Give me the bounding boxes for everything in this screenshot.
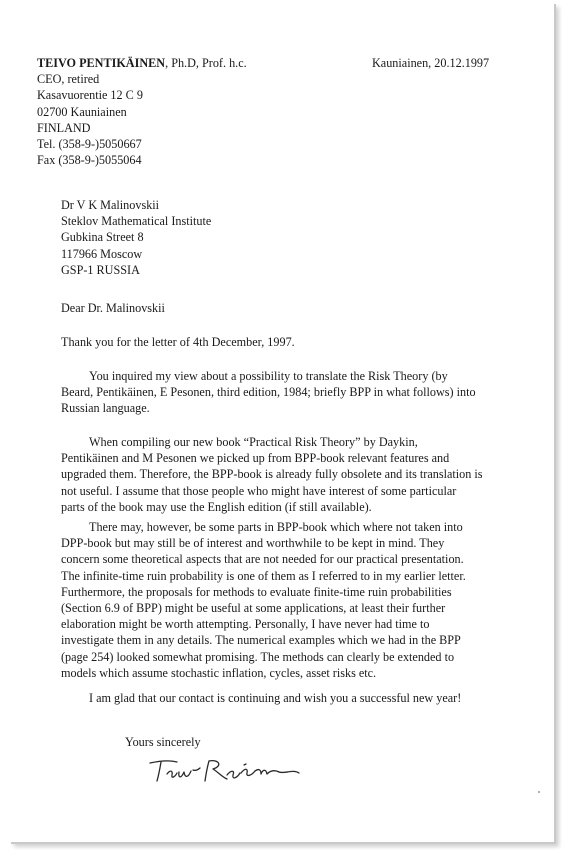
paragraph-line: Russian language.: [61, 401, 150, 416]
paper-speck: [538, 791, 540, 793]
sender-line: Tel. (358-9-)5050667: [37, 137, 142, 152]
recipient-line: Dr V K Malinovskii: [61, 198, 160, 212]
paragraph-line: not useful. I assume that those people who might have interest of some particular: [61, 483, 457, 498]
sender-heading: [37, 55, 247, 71]
paragraph-line: concern some theoretical aspects that are not needed for our practical presentation.: [61, 552, 464, 567]
closing: Yours sincerely: [125, 735, 201, 749]
paragraph-line: models which assume stochastic inflation, cycles, asset risks etc.: [61, 665, 377, 680]
paragraph-line: elaboration might be worth attempting. Personally, I have never had time to: [61, 617, 430, 632]
paragraph-thanks: [61, 334, 295, 350]
paragraph-line: There may, however, be some parts in BPP-book which where not taken into: [89, 520, 463, 534]
sender-line: 02700 Kauniainen: [37, 104, 127, 119]
recipient-line: Gubkina Street 8: [61, 230, 144, 245]
handwritten-signature: [147, 756, 307, 788]
recipient-block: [61, 197, 211, 278]
paragraph-closing-wish: [61, 690, 461, 706]
paragraph-inquiry: [61, 368, 476, 417]
place-date: Kauniainen, 20.12.1997: [372, 56, 490, 70]
paragraph-new-book: [61, 434, 483, 515]
paragraph-line: parts of the book may use the English edition (if still available).: [61, 499, 372, 514]
recipient-line: Steklov Mathematical Institute: [61, 214, 212, 229]
paragraph-line: I am glad that our contact is continuing and wish you a successful new year!: [89, 691, 462, 705]
sender-titles: , Ph.D, Prof. h.c.: [165, 56, 247, 70]
paragraph-bpp-parts: [61, 519, 466, 681]
paragraph-line: Thank you for the letter of 4th December, 1997.: [61, 335, 295, 349]
paragraph-line: upgraded them. Therefore, the BPP-book is already fully obsolete and its translation is: [61, 467, 483, 482]
recipient-line: 117966 Moscow: [61, 246, 143, 261]
paragraph-line: investigate them in any details. The numerical examples which we had in the BPP: [61, 633, 461, 648]
sender-block: [37, 55, 247, 168]
paragraph-line: When compiling our new book “Practical Risk Theory” by Daykin,: [89, 435, 418, 449]
paragraph-line: Pentikäinen and M Pesonen we picked up from BPP-book relevant features and: [61, 451, 450, 466]
sender-line: Fax (358-9-)5055064: [37, 153, 142, 168]
recipient-line: GSP-1 RUSSIA: [61, 262, 140, 277]
paragraph-line: Beard, Pentikäinen, E Pesonen, third edition, 1984; briefly BPP in what follows) into: [61, 385, 476, 400]
paragraph-line: You inquired my view about a possibility to translate the Risk Theory (by: [89, 369, 448, 383]
salutation: Dear Dr. Malinovskii: [61, 301, 165, 315]
sender-line: FINLAND: [37, 120, 91, 135]
paragraph-line: DPP-book but may still be of interest and worthwhile to be kept in mind. They: [61, 536, 445, 551]
paragraph-line: (page 254) looked somewhat promising. The methods can clearly be extended to: [61, 649, 455, 664]
sender-name: TEIVO PENTIKÄINEN: [37, 56, 166, 70]
paragraph-line: (Section 6.9 of BPP) might be useful at some applications, at least their further: [61, 601, 446, 616]
sender-line: Kasavuorentie 12 C 9: [37, 88, 143, 103]
sender-line: CEO, retired: [37, 72, 100, 87]
letter-page: [11, 4, 556, 844]
paragraph-line: Furthermore, the proposals for methods to evaluate finite-time ruin probabilities: [61, 584, 452, 599]
paragraph-line: The infinite-time ruin probability is one of them as I referred to in my earlier letter.: [61, 568, 466, 583]
